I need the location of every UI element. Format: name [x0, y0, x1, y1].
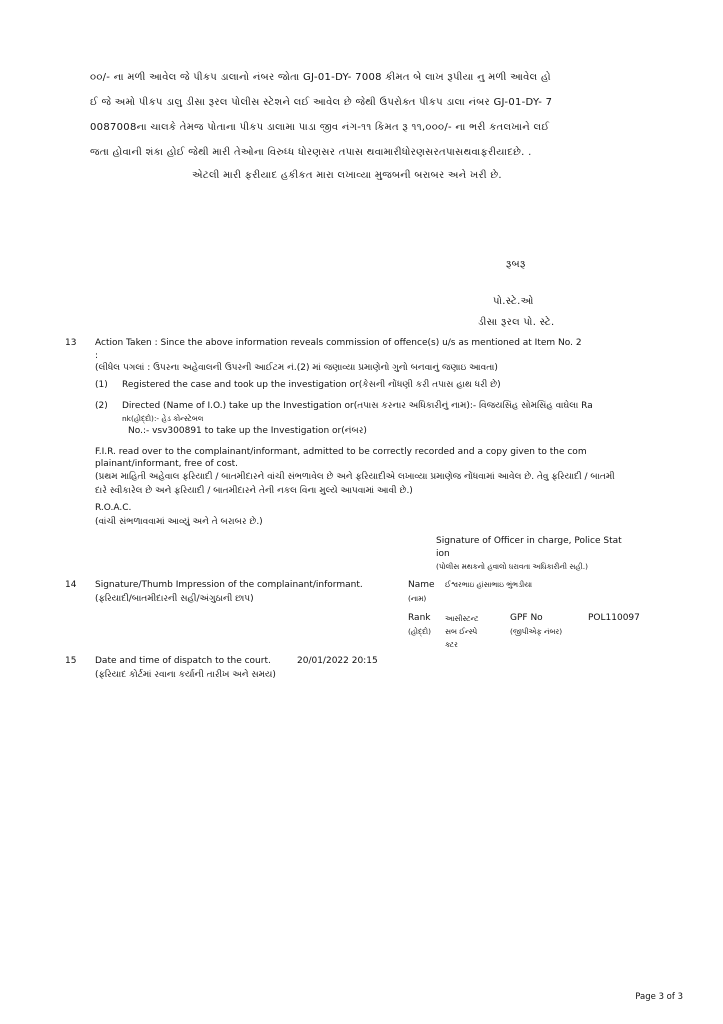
item-15-title-gujarati: (ફરિયાદ કોર્ટમાં રવાના કર્યાની તારીખ અને સમય)	[95, 670, 276, 680]
item-13-sub1-text: Registered the case and took up the investigation or(કેસની નોંધણી કરી તપાસ હાથ ધરી છે)	[122, 380, 501, 390]
item-13-sub2-line1: Directed (Name of I.O.) take up the Investigation or(તપાસ કરનાર અધિકારીનું નામ):- વિજયસિંહ સોમસિંહ વાઘેલા Ra	[122, 401, 593, 411]
item-13-sub1-label: (1)	[95, 380, 108, 390]
complainant-name-value: ઈશ્વરભાઇ હાંસાભાઇ ભુંભડીયા	[445, 580, 533, 589]
complainant-name-label: Name	[408, 580, 435, 590]
item-13-sub2-line3: No.:- vsv300891 to take up the Investigation or(નંબર)	[128, 426, 367, 436]
item-13-colon: :	[95, 351, 99, 361]
item-15-title: Date and time of dispatch to the court.	[95, 656, 271, 666]
complainant-name-label-gujarati: (નામ)	[408, 594, 427, 603]
rank-value-line3: ક્ટર	[445, 640, 458, 649]
fir-read-line1: F.I.R. read over to the complainant/informant, admitted to be correctly recorded and a copy given to the com	[95, 447, 587, 457]
item-15-number: 15	[65, 656, 77, 666]
roac-text: R.O.A.C.	[95, 503, 132, 513]
gpf-label: GPF No	[510, 613, 543, 623]
narrative-line-4: જતા હોવાની શંકા હોઈ જેથી મારી તેઓના વિરુધ્ધ ધોરણસર તપાસ થવામારીધોરણસરતપાસથવાફરીયાદછે. .	[90, 147, 532, 158]
page-number: Page 3 of 3	[635, 992, 683, 1002]
narrative-line-2: ઈ જે અમો પીકપ ડાલુ ડીસા રૂરલ પોલીસ સ્ટેશને લઈ આવેલ છે જેથી ઉપરોક્ત પીકપ ડાલા નંબર GJ-01-DY- 7	[90, 97, 553, 108]
narrative-line-5: એટલી મારી ફરીયાદ હકીકત મારા લખાવ્યા મુજબની બરાબર અને ખરી છે.	[192, 170, 502, 181]
officer-signature-gujarati: (પોલીસ મથકનો હવાલો ધરાવતા અધિકારીની સહી.)	[436, 562, 588, 571]
fir-read-gujarati-line1: (પ્રથમ માહિતી અહેવાલ ફરિયાદી / બાતમીદારને વાંચી સંભળાવેલ છે અને ફરિયાદીએ લખાવ્યા પ્રમાણેજ નોંધવામાં આવેલ છે. તેવુ ફરિયાદી / બાતમી	[95, 472, 615, 482]
rank-label: Rank	[408, 613, 431, 623]
narrative-line-1: ૦૦/- ના મળી આવેલ જે પીકપ ડાલાનો નંબર જોતા GJ-01-DY- 7008 કીમત બે લાખ રૂપીયા નુ મળી આવેલ હો	[90, 72, 551, 83]
fir-read-line2: plainant/informant, free of cost.	[95, 459, 239, 469]
rank-value-line2: સબ ઈન્સ્પે	[445, 627, 478, 636]
rank-value-line1: આસીસ્ટન્ટ	[445, 614, 479, 623]
gpf-value: POL110097	[588, 613, 640, 623]
item-14-title-gujarati: (ફરિયાદી/બાતમીદારની સહી/અંગુઠાની છાપ)	[95, 594, 254, 604]
narrative-line-3: 0087008ના ચાલકે તેમજ પોતાના પીકપ ડાલામા પાડા જીવ નંગ-૧૧ કિમત રૂ ૧૧,૦૦૦/- ના ભરી કતલખાને લઈ	[90, 122, 550, 133]
item-13-number: 13	[65, 338, 77, 348]
item-13-sub2-line2: nk(હોદ્દો):- હેડ કોન્સ્ટેબલ	[122, 414, 204, 423]
item-14-title: Signature/Thumb Impression of the complainant/informant.	[95, 580, 363, 590]
station-name: ડીસા રૂરલ પો. સ્ટે.	[478, 317, 555, 328]
officer-signature-label: Signature of Officer in charge, Police Stat	[436, 536, 622, 546]
item-13-sub2-label: (2)	[95, 401, 108, 411]
gpf-label-gujarati: (જીપીએફ નંબર)	[510, 627, 563, 636]
rank-label-gujarati: (હોદ્દો)	[408, 627, 431, 636]
officer-signature-label-cont: ion	[436, 549, 450, 559]
po-ste-o-text: પો.સ્ટે.ઓ	[493, 296, 534, 307]
dispatch-datetime: 20/01/2022 20:15	[297, 656, 378, 666]
rubaru-text: રૂબરૂ	[506, 259, 526, 270]
item-13-title: Action Taken : Since the above information reveals commission of offence(s) u/s as mentioned at Item No. 2	[95, 338, 582, 348]
item-14-number: 14	[65, 580, 77, 590]
fir-read-gujarati-line2: દારે સ્વીકારેલ છે અને ફરિયાદી / બાતમીદારને તેની નકલ વિના મુલ્યે આપવામાં આવી છે.)	[95, 486, 413, 496]
item-13-title-gujarati: (લીધેલ પગલાં : ઉપરના અહેવાલની ઉપરની આઈટમ નં.(2) માં જણાવ્યા પ્રમાણેનો ગુનો બનવાનું જણાઇ આવતા)	[95, 363, 498, 373]
roac-gujarati: (વાંચી સંભળાવવામાં આવ્યું અને તે બરાબર છે.)	[95, 517, 263, 527]
